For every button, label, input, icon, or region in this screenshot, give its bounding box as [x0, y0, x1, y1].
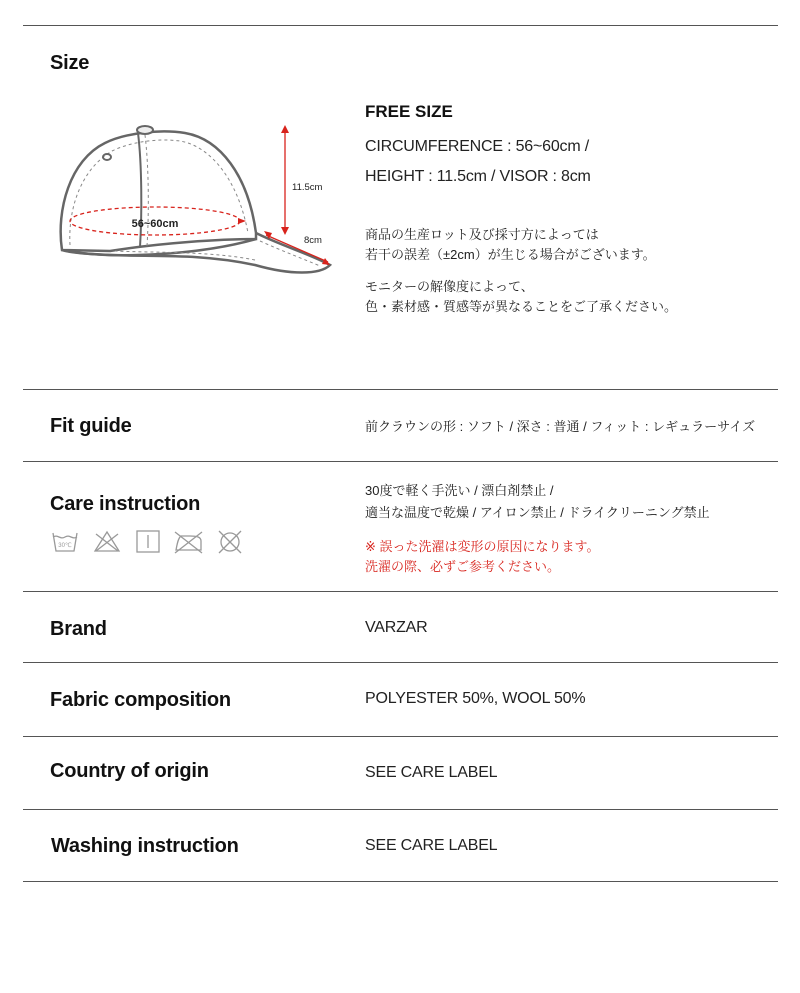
divider-fabric [23, 736, 778, 737]
no-iron-icon [175, 532, 202, 553]
care-line-2: 適当な温度で乾燥 / アイロン禁止 / ドライクリーニング禁止 [365, 505, 710, 520]
free-size-title: FREE SIZE [365, 102, 453, 121]
no-dry-clean-icon [219, 531, 241, 553]
care-line-1: 30度で軽く手洗い / 漂白剤禁止 / [365, 483, 554, 498]
fit-guide-value: 前クラウンの形 : ソフト / 深さ : 普通 / フィット : レギュラーサイズ [365, 419, 756, 434]
measure-line-2: HEIGHT : 11.5cm / VISOR : 8cm [365, 168, 591, 185]
care-warning-1: ※ 誤った洗濯は変形の原因になります。 [365, 539, 600, 554]
svg-text:30℃: 30℃ [58, 543, 72, 549]
care-instruction-label: Care instruction [50, 493, 201, 515]
hand-wash-30-icon [53, 533, 77, 551]
size-heading: Size [50, 52, 90, 74]
size-note-3: モニターの解像度によって、 [365, 279, 534, 294]
brand-value: VARZAR [365, 619, 428, 636]
divider-brand [23, 662, 778, 663]
washing-instruction-label: Washing instruction [51, 835, 239, 857]
no-bleach-icon [95, 532, 119, 551]
size-note-4: 色・素材感・質感等が異なることをご了承ください。 [365, 299, 678, 314]
divider-bottom [23, 881, 778, 882]
care-icons [50, 528, 250, 558]
line-dry-icon [137, 531, 159, 552]
divider-care [23, 591, 778, 592]
brand-label: Brand [50, 618, 107, 640]
divider-origin [23, 809, 778, 810]
size-note-1: 商品の生産ロット及び採寸方によっては [365, 227, 599, 242]
cap-visor [62, 233, 330, 273]
size-note-2: 若干の誤差（±2cm）が生じる場合がございます。 [365, 247, 656, 262]
fabric-composition-value: POLYESTER 50%, WOOL 50% [365, 690, 586, 707]
divider-fit [23, 461, 778, 462]
fit-guide-label: Fit guide [50, 415, 132, 437]
divider-top [23, 25, 778, 26]
circumference-label: 56~60cm [131, 218, 179, 230]
country-of-origin-label: Country of origin [50, 760, 209, 782]
height-label: 11.5cm [292, 182, 323, 193]
divider-size [23, 389, 778, 390]
country-of-origin-value: SEE CARE LABEL [365, 764, 498, 781]
fabric-composition-label: Fabric composition [50, 689, 231, 711]
measure-line-1: CIRCUMFERENCE : 56~60cm / [365, 138, 589, 155]
care-warning-2: 洗濯の際、必ずご参考ください。 [365, 559, 561, 574]
cap-diagram [50, 115, 350, 295]
cap-crown [61, 131, 256, 251]
visor-label: 8cm [304, 235, 322, 246]
washing-instruction-value: SEE CARE LABEL [365, 837, 498, 854]
